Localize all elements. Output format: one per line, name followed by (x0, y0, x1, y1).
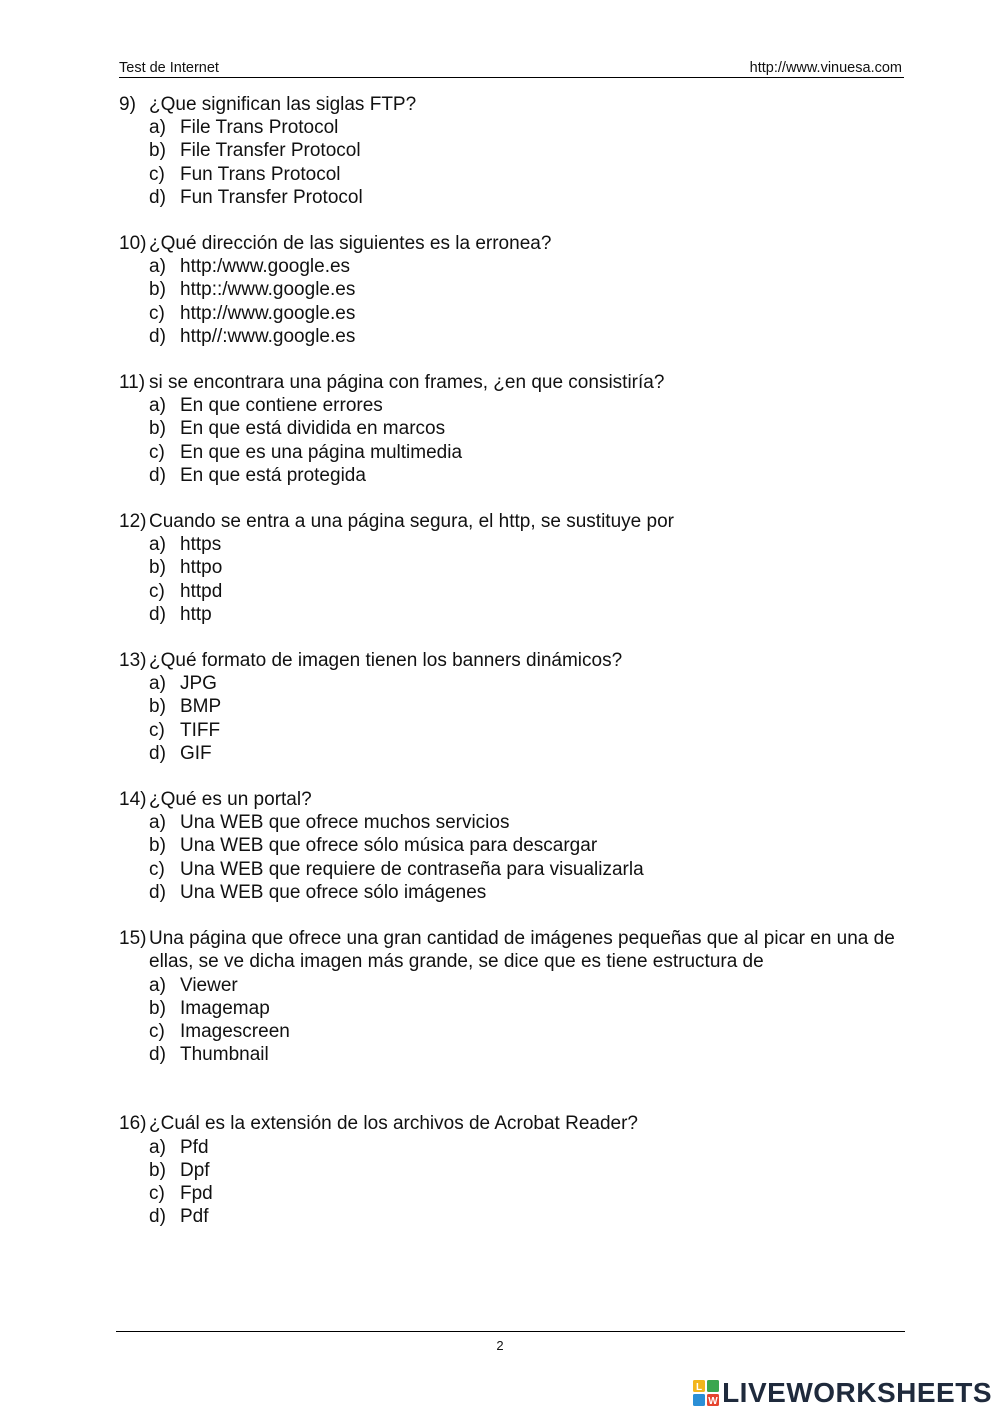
option-label: b) (149, 418, 166, 440)
option-label: a) (149, 395, 166, 417)
option-text: Imagemap (180, 997, 270, 1019)
option-label: b) (149, 557, 166, 579)
option-label: c) (149, 441, 165, 463)
question-number: 15) (119, 928, 147, 950)
option-label: a) (149, 1136, 166, 1158)
question-9 (119, 93, 919, 209)
question-list (119, 93, 919, 1251)
option-label: a) (149, 534, 166, 556)
page-number: 2 (496, 1338, 504, 1353)
answer-option (119, 441, 919, 464)
answer-option (119, 580, 919, 603)
option-label: a) (149, 117, 166, 139)
answer-option (119, 116, 919, 139)
answer-option (119, 556, 919, 579)
option-label: d) (149, 464, 166, 486)
answer-option (119, 1043, 919, 1066)
option-text: Thumbnail (180, 1044, 269, 1066)
answer-option (119, 1182, 919, 1205)
svg-text:L: L (696, 1382, 703, 1393)
answer-option (119, 811, 919, 834)
option-text: Fun Trans Protocol (180, 163, 341, 185)
option-label: d) (149, 742, 166, 764)
answer-option (119, 881, 919, 904)
answer-option (119, 394, 919, 417)
option-label: a) (149, 974, 166, 996)
option-label: d) (149, 603, 166, 625)
answer-option (119, 974, 919, 997)
answer-option (119, 278, 919, 301)
question-15 (119, 927, 919, 1066)
option-label: c) (149, 1020, 165, 1042)
question-number: 10) (119, 233, 147, 255)
option-label: a) (149, 812, 166, 834)
question-text: ¿Qué es un portal? (149, 789, 312, 811)
option-label: d) (149, 1044, 166, 1066)
option-text: Pdf (180, 1206, 209, 1228)
answer-option (119, 464, 919, 487)
option-text: Imagescreen (180, 1020, 290, 1042)
question-number: 12) (119, 511, 147, 533)
answer-option (119, 834, 919, 857)
option-label: b) (149, 140, 166, 162)
question-text: ¿Qué dirección de las siguientes es la erronea? (149, 233, 552, 255)
option-label: c) (149, 302, 165, 324)
answer-option (119, 719, 919, 742)
option-label: d) (149, 186, 166, 208)
answer-option (119, 695, 919, 718)
question-14 (119, 788, 919, 904)
answer-option (119, 1136, 919, 1159)
liveworksheets-wordmark: LIVEWORKSHEETS (722, 1377, 992, 1408)
question-text: ¿Cuál es la extensión de los archivos de Acrobat Reader? (149, 1113, 638, 1135)
option-text: http (180, 603, 212, 625)
option-label: c) (149, 1182, 165, 1204)
question-number: 13) (119, 650, 147, 672)
question-number: 16) (119, 1113, 147, 1135)
question-number: 11) (119, 372, 146, 394)
liveworksheets-watermark (693, 1377, 992, 1409)
header-url: http://www.vinuesa.com (749, 60, 902, 76)
question-16 (119, 1112, 919, 1228)
option-text: Una WEB que ofrece sólo música para descargar (180, 835, 598, 857)
answer-option (119, 417, 919, 440)
option-text: Viewer (180, 974, 238, 996)
option-text: Fpd (180, 1182, 213, 1204)
answer-option (119, 1020, 919, 1043)
option-text: Una WEB que ofrece muchos servicios (180, 812, 510, 834)
option-label: d) (149, 1206, 166, 1228)
option-label: d) (149, 325, 166, 347)
question-12 (119, 510, 919, 626)
option-text: Dpf (180, 1159, 210, 1181)
option-text: https (180, 534, 222, 556)
answer-option (119, 603, 919, 626)
option-text: File Transfer Protocol (180, 140, 361, 162)
answer-option (119, 997, 919, 1020)
question-text: Cuando se entra a una página segura, el http, se sustituye por (149, 511, 674, 533)
option-label: b) (149, 835, 166, 857)
option-text: Fun Transfer Protocol (180, 186, 363, 208)
question-13 (119, 649, 919, 765)
question-10 (119, 232, 919, 348)
option-text: GIF (180, 742, 212, 764)
option-text: httpd (180, 580, 223, 602)
question-text: ¿Qué formato de imagen tienen los banners dinámicos? (149, 650, 623, 672)
header-title: Test de Internet (119, 60, 219, 76)
option-text: TIFF (180, 719, 221, 741)
option-label: a) (149, 673, 166, 695)
option-text: En que es una página multimedia (180, 441, 463, 463)
option-text: http:/www.google.es (180, 256, 351, 278)
option-text: En que está protegida (180, 464, 366, 486)
question-text: si se encontrara una página con frames, ¿en que consistiría? (149, 372, 665, 394)
answer-option (119, 1159, 919, 1182)
question-text: ¿Que significan las siglas FTP? (149, 94, 417, 115)
answer-option (119, 302, 919, 325)
option-text: BMP (180, 696, 222, 718)
option-text: File Trans Protocol (180, 117, 339, 139)
option-label: b) (149, 1159, 166, 1181)
liveworksheets-logo-icon (693, 1380, 719, 1406)
answer-option (119, 742, 919, 765)
option-label: b) (149, 279, 166, 301)
svg-text:W: W (708, 1396, 718, 1406)
option-text: Una WEB que ofrece sólo imágenes (180, 881, 487, 903)
answer-option (119, 672, 919, 695)
answer-option (119, 325, 919, 348)
answer-option (119, 858, 919, 881)
answer-option (119, 1205, 919, 1228)
option-label: d) (149, 881, 166, 903)
option-text: httpo (180, 557, 223, 579)
option-text: JPG (180, 673, 217, 695)
option-text: Una WEB que requiere de contraseña para visualizarla (180, 858, 644, 880)
answer-option (119, 186, 919, 209)
page-header (119, 59, 904, 78)
question-11 (119, 371, 919, 487)
option-label: c) (149, 719, 165, 741)
option-text: En que contiene errores (180, 395, 383, 417)
option-label: b) (149, 696, 166, 718)
option-label: a) (149, 256, 166, 278)
question-number: 9) (119, 94, 136, 115)
option-label: c) (149, 163, 165, 185)
option-label: c) (149, 580, 165, 602)
option-text: http//:www.google.es (180, 325, 356, 347)
question-text: Una página que ofrece una gran cantidad de imágenes pequeñas que al picar en una de ellas, se ve dicha imagen más grande, se dice que es tiene estructura de (149, 928, 895, 973)
answer-option (119, 139, 919, 162)
option-label: c) (149, 858, 165, 880)
answer-option (119, 163, 919, 186)
option-text: http::/www.google.es (180, 279, 356, 301)
option-text: En que está dividida en marcos (180, 418, 446, 440)
footer-divider (116, 1331, 905, 1332)
option-text: http://www.google.es (180, 302, 356, 324)
option-label: b) (149, 997, 166, 1019)
question-number: 14) (119, 789, 147, 811)
option-text: Pfd (180, 1136, 209, 1158)
answer-option (119, 533, 919, 556)
answer-option (119, 255, 919, 278)
